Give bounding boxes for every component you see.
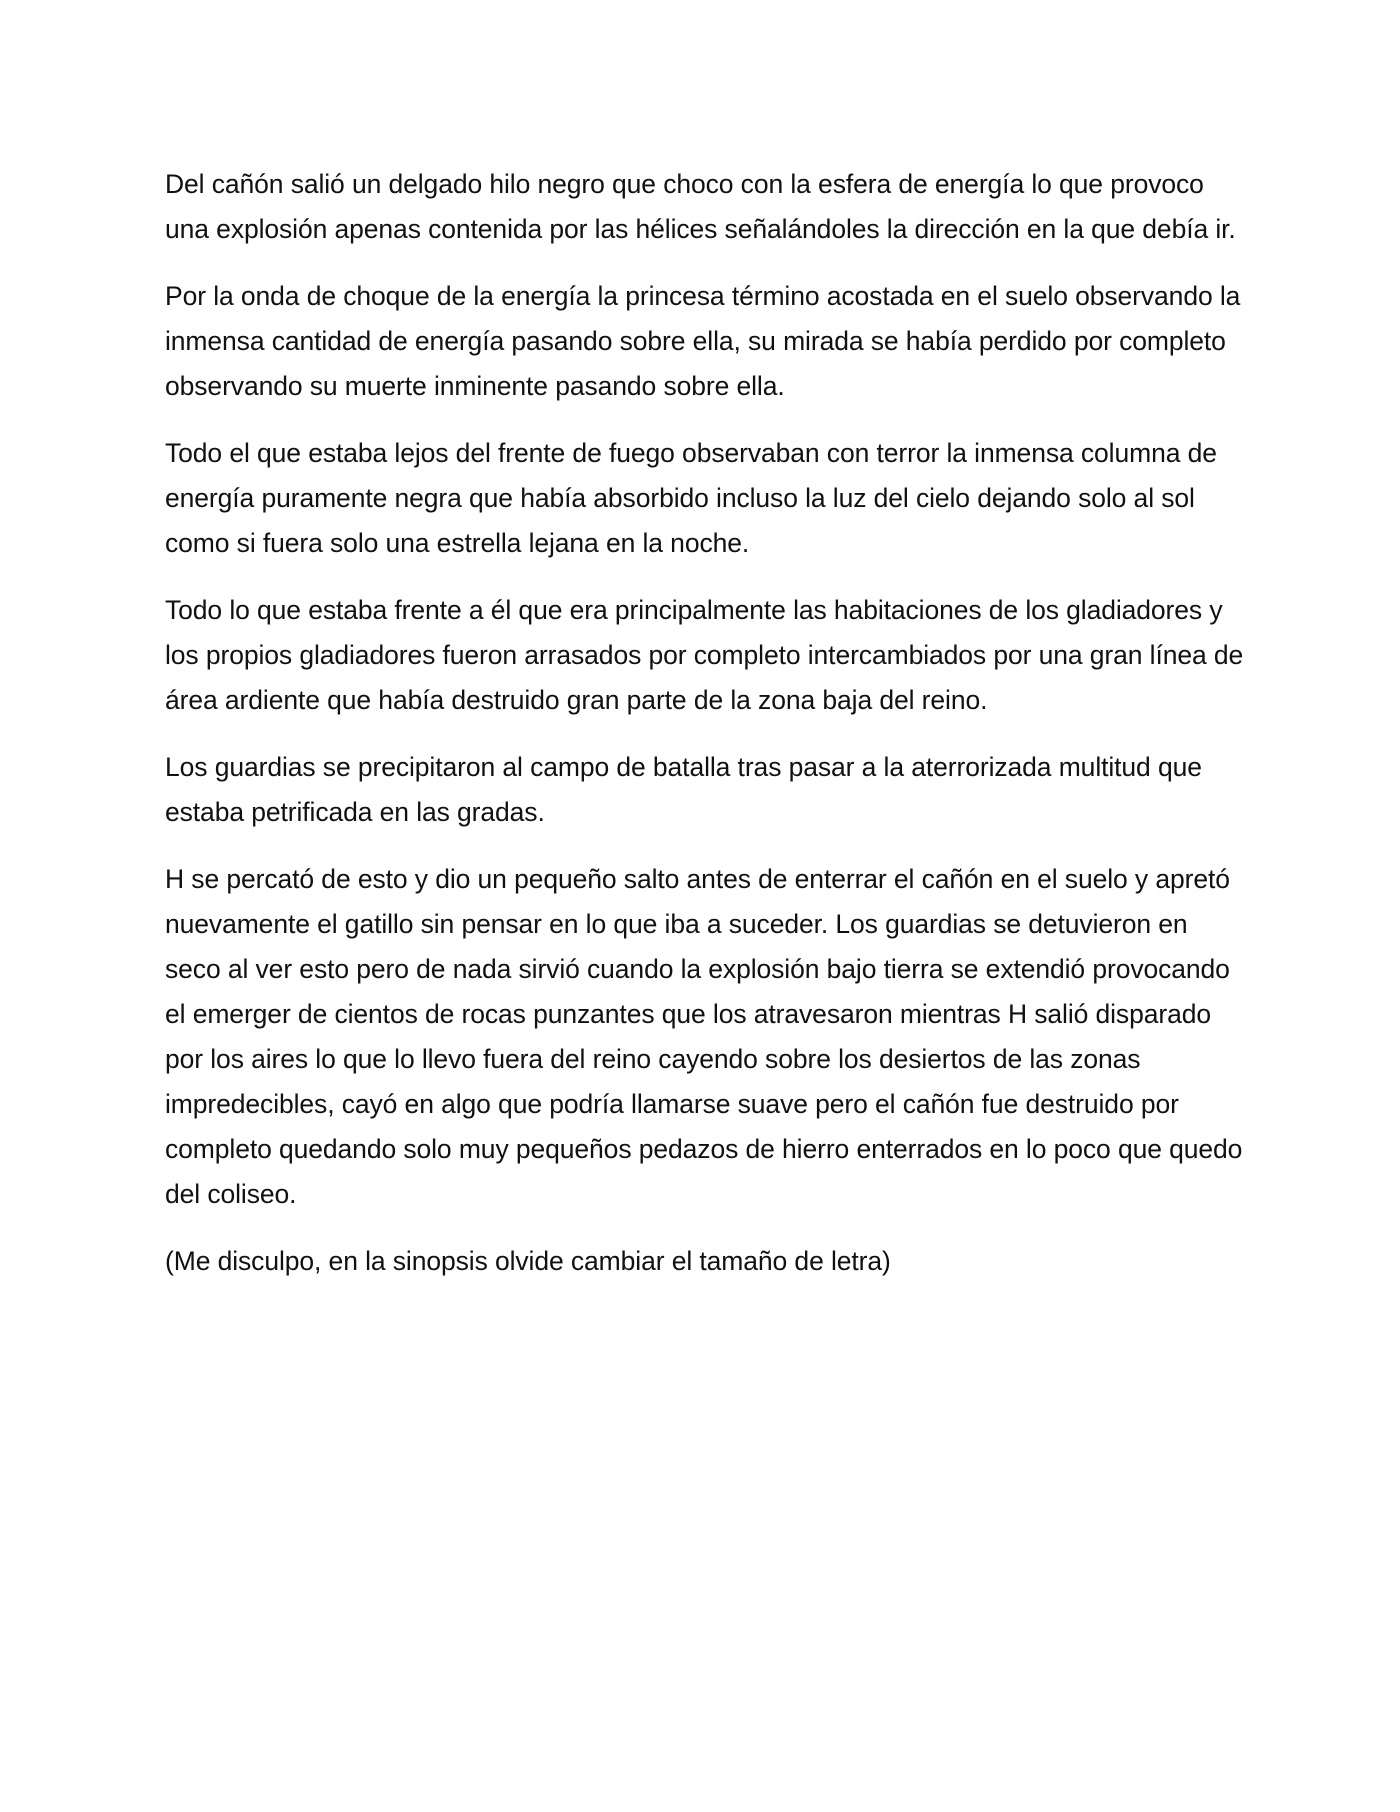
- paragraph-6: H se percató de esto y dio un pequeño salto antes de enterrar el cañón en el suelo y apretó nuevamente el gatillo sin pensar en lo que iba a suceder. Los guardias se detuvieron en seco al ver esto pero de nada sirvió cuando la explosión bajo tierra se extendió provocando el emerger de cientos de rocas punzantes que los atravesaron mientras H salió disparado por los aires lo que lo llevo fuera del reino cayendo sobre los desiertos de las zonas impredecibles, cayó en algo que podría llamarse suave pero el cañón fue destruido por completo quedando solo muy pequeños pedazos de hierro enterrados en lo poco que quedo del coliseo.: [165, 864, 1243, 1209]
- paragraph-5: Los guardias se precipitaron al campo de batalla tras pasar a la aterrorizada multitud que estaba petrificada en las gradas.: [165, 752, 1202, 827]
- paragraph-4: Todo lo que estaba frente a él que era principalmente las habitaciones de los gladiadores y los propios gladiadores fueron arrasados por completo intercambiados por una gran línea de área ardiente que había destruido gran parte de la zona baja del reino.: [165, 595, 1244, 715]
- paragraph-7: (Me disculpo, en la sinopsis olvide cambiar el tamaño de letra): [165, 1246, 891, 1276]
- document-body: [165, 162, 1245, 1306]
- paragraph-1: Del cañón salió un delgado hilo negro que choco con la esfera de energía lo que provoco una explosión apenas contenida por las hélices señalándoles la dirección en la que debía ir.: [165, 169, 1236, 244]
- paragraph-2: Por la onda de choque de la energía la princesa término acostada en el suelo observando la inmensa cantidad de energía pasando sobre ella, su mirada se había perdido por completo observando su muerte inminente pasando sobre ella.: [165, 281, 1241, 401]
- paragraph-3: Todo el que estaba lejos del frente de fuego observaban con terror la inmensa columna de energía puramente negra que había absorbido incluso la luz del cielo dejando solo al sol como si fuera solo una estrella lejana en la noche.: [165, 438, 1217, 558]
